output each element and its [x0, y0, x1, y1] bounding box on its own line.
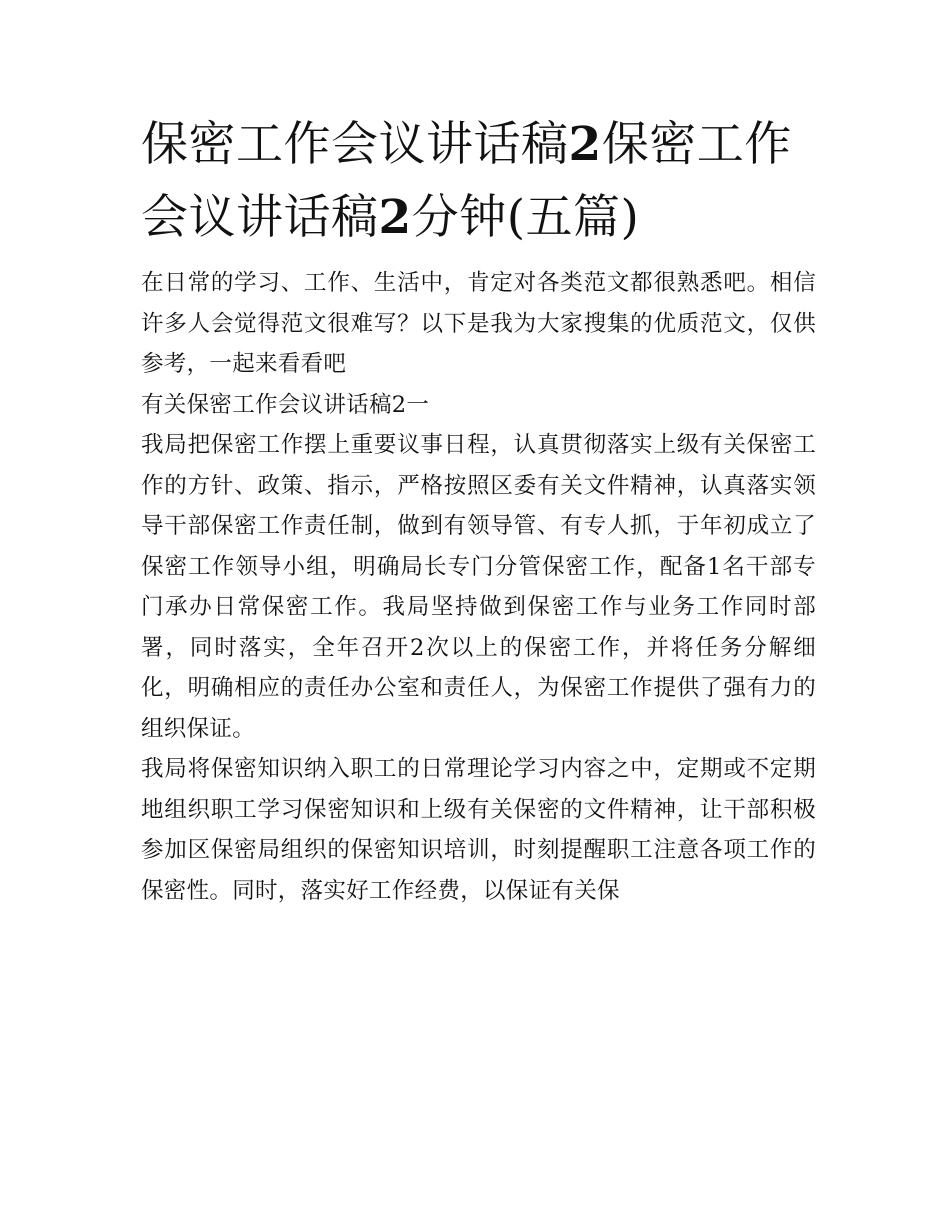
body-paragraph: 我局把保密工作摆上重要议事日程，认真贯彻落实上级有关保密工作的方针、政策、指示，严格按照区委有关文件精神，认真落实领导干部保密工作责任制，做到有领导管、有专人抓，于年初成立了保密工作领导小组，明确局长专门分管保密工作，配备1名干部专门承办日常保密工作。我局坚持做到保密工作与业务工作同时部署，同时落实，全年召开2次以上的保密工作，并将任务分解细化，明确相应的责任办公室和责任人，为保密工作提供了强有力的组织保证。: [141, 432, 816, 742]
body-paragraph: 我局将保密知识纳入职工的日常理论学习内容之中，定期或不定期地组织职工学习保密知识和上级有关保密的文件精神，让干部积极参加区保密局组织的保密知识培训，时刻提醒职工注意各项工作的保密性。同时，落实好工作经费，以保证有关保: [141, 756, 816, 904]
document-content: [141, 108, 816, 911]
section-heading: 有关保密工作会议讲话稿2一: [141, 391, 430, 418]
document-title: 保密工作会议讲话稿2保密工作会议讲话稿2分钟(五篇): [141, 117, 792, 245]
intro-paragraph: 在日常的学习、工作、生活中，肯定对各类范文都很熟悉吧。相信许多人会觉得范文很难写？以下是我为大家搜集的优质范文，仅供参考，一起来看看吧: [141, 270, 816, 377]
document-body: [141, 263, 816, 911]
